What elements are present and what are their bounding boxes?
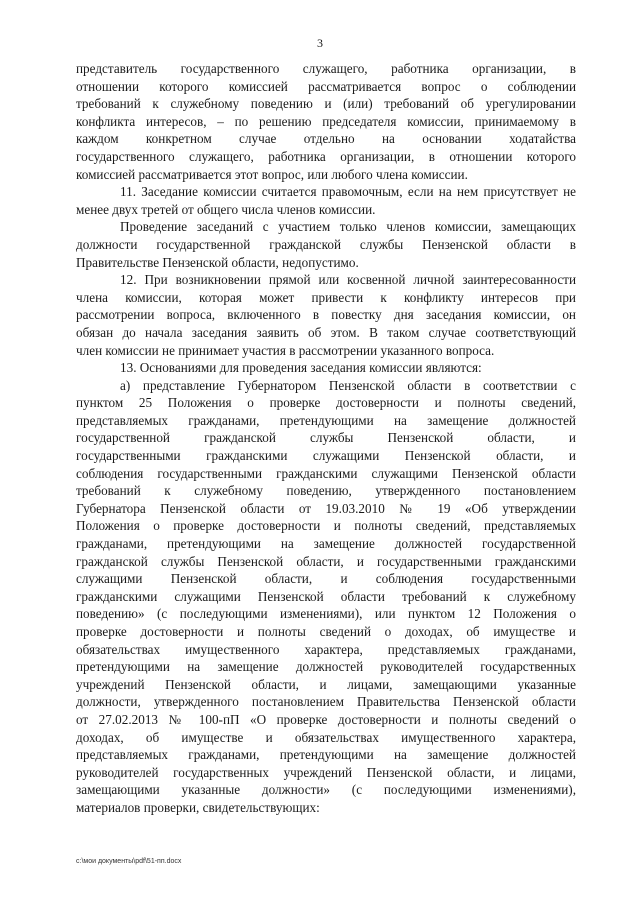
- file-path-footer: c:\мои документы\pdf\51-пп.docx: [76, 858, 182, 865]
- text-line: 11. Заседание комиссии считается правомочным, если на нем присутствует не: [120, 184, 576, 200]
- text-line: должности, утвержденного постановлением Правительства Пензенской области: [76, 694, 576, 710]
- text-line: проверке достоверности и полноты сведений о доходах, об имуществе и: [76, 624, 576, 639]
- text-line: а) представление Губернатором Пензенской области в соответствии с: [120, 377, 576, 393]
- text-line: государственной гражданской службы Пензенской области, и: [76, 430, 576, 446]
- text-line: комиссией рассматривается этот вопрос, или любого члена комиссии.: [76, 166, 468, 182]
- text-line: представляемых гражданами, претендующими на замещение должностей: [76, 747, 576, 763]
- text-line: представитель государственного служащего, работника организации, в: [76, 61, 576, 76]
- text-line: материалов проверки, свидетельствующих:: [76, 799, 320, 815]
- text-line: поведению» (с последующими изменениями), или пунктом 12 Положения о: [76, 606, 576, 622]
- text-line: рассмотрении вопроса, включенного в повестку дня заседания комиссии, он: [76, 307, 576, 323]
- text-line: Положения о проверке достоверности и полноты сведений, представляемых: [76, 518, 576, 534]
- text-line: пунктом 25 Положения о проверке достоверности и полноты сведений,: [76, 395, 576, 411]
- text-line: представляемых гражданами, претендующими на замещение должностей: [76, 412, 576, 428]
- text-line: требований к служебному поведению и (или) требований об урегулировании: [76, 96, 576, 112]
- text-line: менее двух третей от общего числа членов комиссии.: [76, 201, 376, 217]
- text-line: соблюдения государственными гражданскими служащими Пензенской области: [76, 465, 576, 481]
- text-line: замещающими указанные должности» (с последующими изменениями),: [76, 782, 576, 798]
- text-line: государственными гражданскими служащими Пензенской области, и: [76, 448, 576, 464]
- text-line: отношении которого комиссией рассматривается вопрос о соблюдении: [76, 78, 576, 94]
- text-line: гражданской службы Пензенской области, и государственными гражданскими: [76, 553, 576, 569]
- text-line: конфликта интересов, – по решению председателя комиссии, принимаемому в: [76, 113, 576, 129]
- text-line: обязан до начала заседания заявить об этом. В таком случае соответствующий: [76, 324, 576, 340]
- text-line: 12. При возникновении прямой или косвенной личной заинтересованности: [120, 272, 576, 288]
- text-line: государственного служащего, работника организации, в отношении которого: [76, 148, 576, 164]
- text-line: каждом конкретном случае отдельно на основании ходатайства: [76, 131, 576, 147]
- text-line: учреждений Пензенской области, и лицами, замещающими указанные: [76, 676, 576, 692]
- text-line: от 27.02.2013 № 100-пП «О проверке достоверности и полноты сведений о: [76, 711, 576, 727]
- text-line: гражданами, претендующими на замещение должностей государственной: [76, 536, 576, 552]
- text-line: руководителей государственных учреждений Пензенской области, и лицами,: [76, 764, 576, 780]
- text-line: обязательствах имущественного характера, представляемых гражданами,: [76, 641, 576, 657]
- text-line: доходах, об имуществе и обязательствах имущественного характера,: [76, 729, 576, 745]
- text-line: члена комиссии, которая может привести к конфликту интересов при: [76, 289, 576, 305]
- text-line: 13. Основаниями для проведения заседания комиссии являются:: [120, 360, 482, 376]
- page-number: 3: [317, 36, 323, 50]
- document-body: [76, 60, 576, 817]
- text-line: Губернатора Пензенской области от 19.03.2010 № 19 «Об утверждении: [76, 500, 576, 516]
- text-line: гражданскими служащими Пензенской области требований к служебному: [76, 588, 576, 604]
- text-line: служащими Пензенской области, и соблюдения государственными: [76, 571, 576, 587]
- text-line: Правительстве Пензенской области, недопустимо.: [76, 254, 359, 270]
- text-line: должности государственной гражданской службы Пензенской области в: [76, 236, 576, 252]
- text-line: член комиссии не принимает участия в рассмотрении указанного вопроса.: [76, 342, 495, 358]
- text-line: требований к служебному поведению, утвержденного постановлением: [76, 483, 576, 499]
- text-line: претендующими на замещение должностей руководителей государственных: [76, 659, 576, 675]
- text-line: Проведение заседаний с участием только членов комиссии, замещающих: [120, 219, 576, 235]
